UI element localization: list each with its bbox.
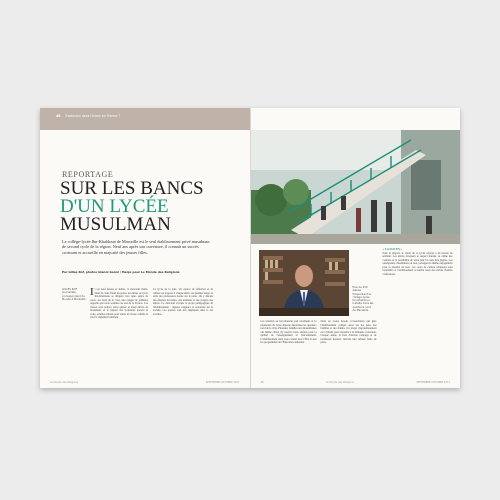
drop-cap: I [90, 286, 94, 298]
page-number: 48 [56, 114, 61, 118]
body-text-2: Ce lycée de la paix. Un espace de réflexion et de culture est proposé à chaque élève. Au premier étage, la salle des professeurs donne sur le patio. On y discute des emplois du temps, des examens et des progrès des élèves. Le directeur évoque le projet pédagogique de l'établissement : rigueur, exigence et ouverture sur la société. Les parents sont très impliqués dans la vie scolaire. [153, 288, 213, 316]
body-text-5: Pour la plupart, le choix de ce lycée répond à un besoin de sérénité. Les élèves évoquent le respect mutuel, le calme des couloirs et la possibilité de vivre leur foi sans être jugées. Les enseignants, musulmans ou non, partagent le même engagement pour la réussite de tous. Les cours de culture religieuse sont facultatifs et l'établissement accueille aussi des élèves d'autres confessions. [382, 251, 453, 276]
section-title: Explosion dans l'Islam en France ? [65, 114, 121, 118]
article-lead: Le collège-lycée Ibn-Khaldoun de Marseille est le seul établissement privé musulman de second cycle de la région. Neuf ans après son ouverture, il connaît un succès croissant et accueille en majorité des jeunes filles. [62, 239, 210, 255]
body-column-4 [321, 320, 377, 345]
body-column-2 [153, 288, 213, 316]
subhead: « LA FOI EN » [382, 247, 403, 251]
director-photo [259, 250, 349, 316]
right-footer [261, 381, 451, 384]
left-footer [50, 381, 240, 384]
header-band-text [56, 114, 120, 118]
title-line-3: MUSULMAN [60, 214, 171, 235]
header-band [40, 108, 250, 130]
body-text-4: Nous en avons besoin. L'association qui gère l'établissement compte aussi sur les dons des familles et des fidèles. Un projet d'agrandissement est à l'étude pour répondre à la demande croissante. Chaque année, la liste d'attente s'allonge et de nombreux dossiers doivent être refusés faute de place. [320, 320, 377, 344]
body-text-1: l est neuf heures et demie, ce mercredi matin. Dans le cadre fleuri du préau, les élèves de lycée Ibn-Khaldoun se dirigent vers leurs salles de cours. Au fond de la cour, une rangée de palmiers rappelle que nous sommes au sud de la France. Les classes sont petites, entre quinze et vingt élèves au maximum, et la plupart des lycéennes portent le voile, qu'elles retirent pour entrer en classe comme le veut le règlement intérieur. [90, 288, 148, 319]
title-line-2: D'UN LYCÉE [60, 196, 169, 217]
author-byline: GILLES ROF Journaliste, correspondant du Monde à Marseille [62, 288, 86, 301]
footer-left-a: Le Monde des Religions [50, 381, 79, 384]
photo-caption: Plus de 250 élèves fréquentent le collège-lycée Ibn-Khaldoun, installé dans les quartiers nord de Marseille. [352, 286, 374, 313]
school-stairs-photo [251, 130, 461, 244]
footer-left-c: SEPTEMBRE-OCTOBRE 2017 [205, 381, 240, 384]
footer-left-b: Le Monde des Religions [325, 381, 354, 384]
left-page [40, 108, 251, 388]
right-page [251, 108, 461, 388]
body-column-5 [383, 248, 453, 276]
footer-right-b: SEPTEMBRE-OCTOBRE 2017 [416, 381, 450, 384]
photo-credit: Par Gilles Rof, photos Gianni Ganni / Hanjo pour Le Monde des Religions [62, 270, 180, 274]
body-column-1 [90, 288, 148, 320]
footer-right-a: 48 [260, 381, 264, 384]
title-line-1: SUR LES BANCS [60, 178, 204, 199]
body-text-3: Les résultats au baccalauréat sont excellents et la réputation du lycée dépasse désormais les quartiers nord de la ville. Plusieurs familles non musulmanes ont même choisi d'y inscrire leurs enfants pour la qualité de l'enseignement et l'encadrement. L'établissement reste sous contrat avec l'État et suit les programmes de l'Éducation nationale. [260, 320, 317, 344]
magazine-spread [40, 108, 460, 388]
article-kicker: REPORTAGE [62, 170, 114, 179]
body-column-3 [261, 320, 317, 345]
